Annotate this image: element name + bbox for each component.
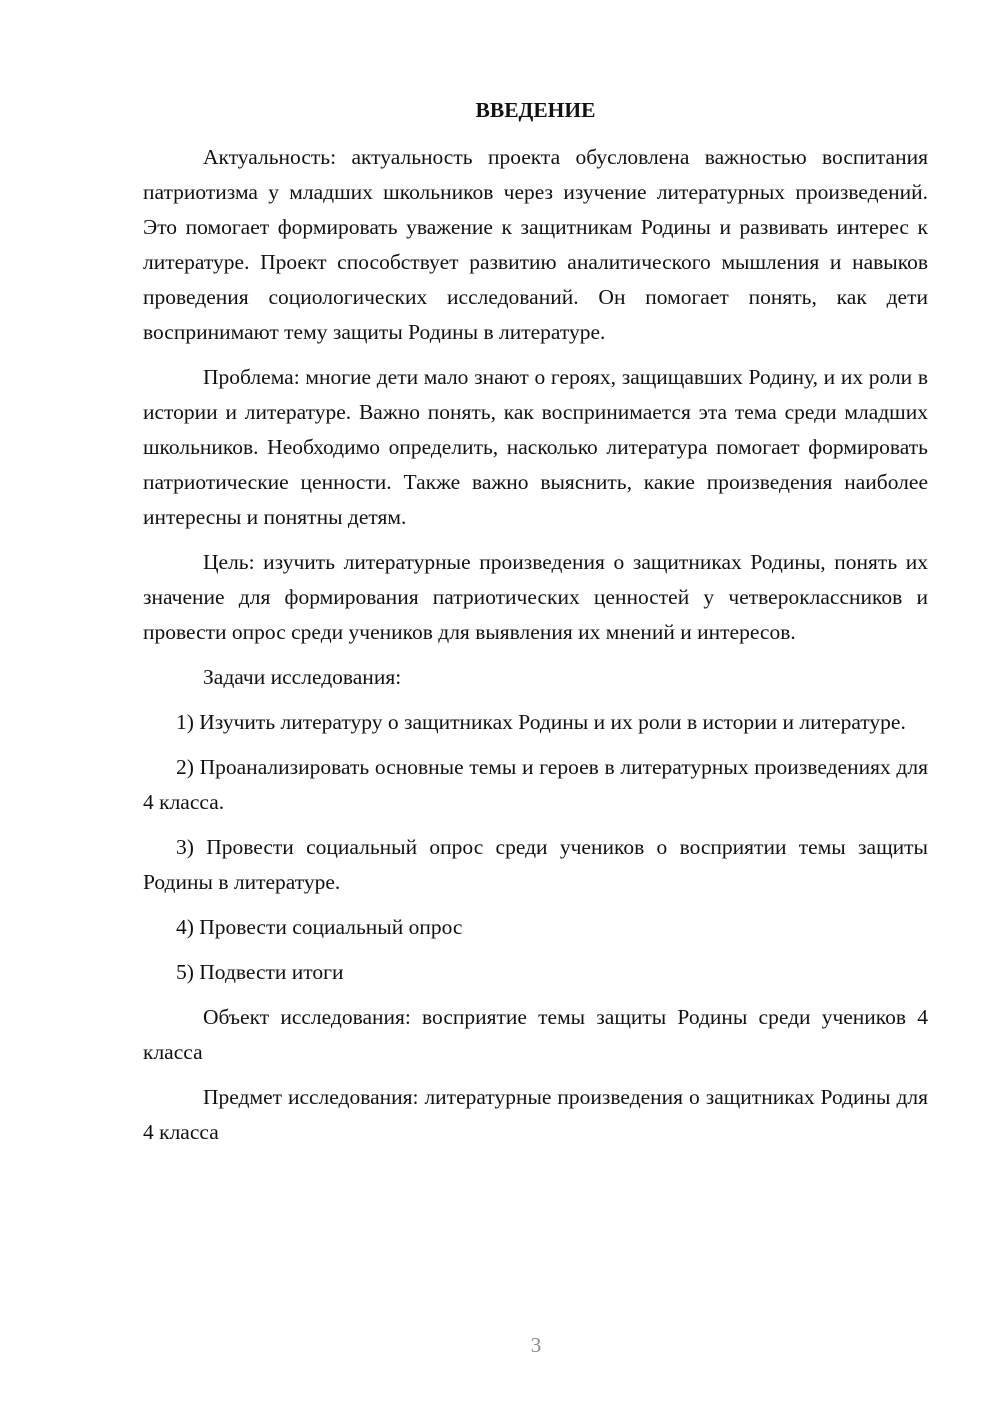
task-item-5: 5) Подвести итоги	[176, 960, 344, 984]
task-item-3: 3) Провести социальный опрос среди учеников о восприятии темы защиты Родины в литературе.	[143, 835, 928, 894]
page-content	[143, 93, 928, 1160]
goal-paragraph: Цель: изучить литературные произведения о защитниках Родины, понять их значение для формирования патриотических ценностей у четвероклассников и провести опрос среди учеников для выявления их мнений и интересов.	[143, 550, 928, 644]
task-item-4: 4) Провести социальный опрос	[176, 915, 463, 939]
object-paragraph: Объект исследования: восприятие темы защиты Родины среди учеников 4 класса	[143, 1005, 928, 1064]
section-title: ВВЕДЕНИЕ	[475, 98, 596, 122]
tasks-heading: Задачи исследования:	[203, 665, 402, 689]
task-item-2: 2) Проанализировать основные темы и героев в литературных произведениях для 4 класса.	[143, 755, 928, 814]
page-number: 3	[530, 1333, 542, 1357]
task-item-1: 1) Изучить литературу о защитниках Родины и их роли в истории и литературе.	[176, 710, 906, 734]
problem-paragraph: Проблема: многие дети мало знают о героях, защищавших Родину, и их роли в истории и литературе. Важно понять, как воспринимается эта тема среди младших школьников. Необходимо определить, насколько литература помогает формировать патриотические ценности. Также важно выяснить, какие произведения наиболее интересны и понятны детям.	[143, 365, 928, 529]
subject-paragraph: Предмет исследования: литературные произведения о защитниках Родины для 4 класса	[143, 1085, 928, 1144]
relevance-paragraph: Актуальность: актуальность проекта обусловлена важностью воспитания патриотизма у младших школьников через изучение литературных произведений. Это помогает формировать уважение к защитникам Родины и развивать интерес к литературе. Проект способствует развитию аналитического мышления и навыков проведения социологических исследований. Он помогает понять, как дети воспринимают тему защиты Родины в литературе.	[143, 145, 928, 344]
